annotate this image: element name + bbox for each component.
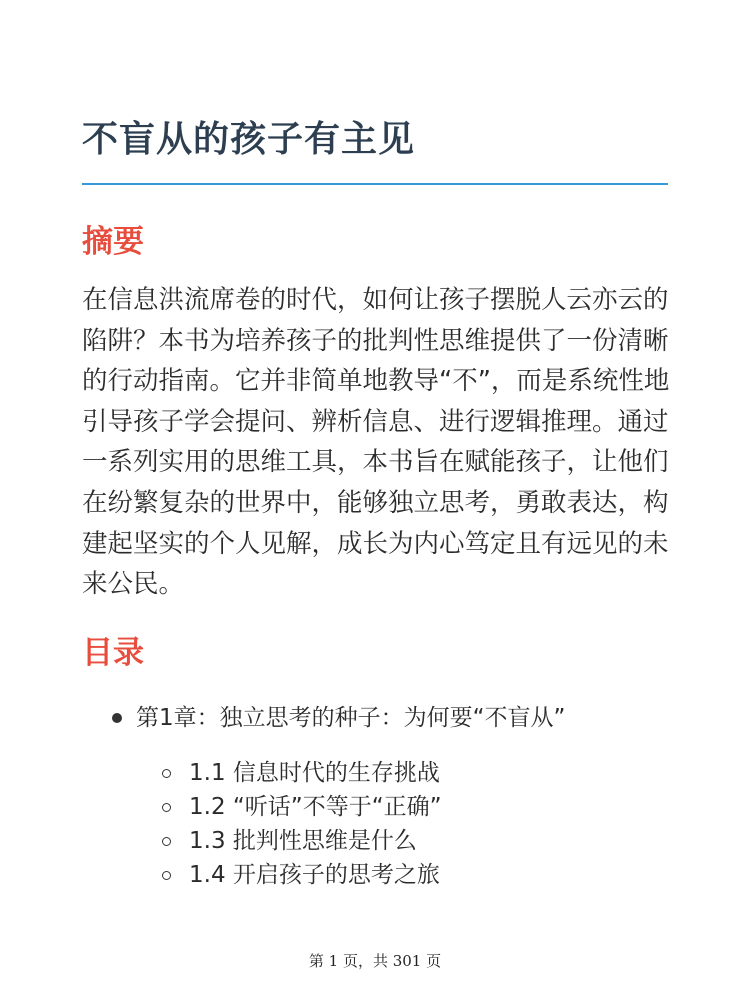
toc-section-item [162,791,442,825]
bullet-circle-icon [162,803,171,812]
abstract-heading: 摘要 [82,224,144,260]
title-divider [82,183,668,185]
toc-section-label: 1.2 “听话”不等于“正确” [189,794,442,820]
bullet-circle-icon [162,769,171,778]
toc-section-label: 1.3 批判性思维是什么 [189,828,417,854]
toc-section-item [162,757,442,791]
toc-section-list [162,757,442,893]
toc-chapter-label: 第1章：独立思考的种子：为何要“不盲从” [136,705,566,731]
bullet-disc-icon [112,713,122,723]
toc-section-item [162,825,442,859]
toc-section-item [162,859,442,893]
toc-heading: 目录 [82,635,144,671]
page-footer: 第 1 页，共 301 页 [308,952,442,970]
abstract-text: 在信息洪流席卷的时代，如何让孩子摆脱人云亦云的陷阱？本书为培养孩子的批判性思维提供了一份清晰的行动指南。它并非简单地教导“不”，而是系统性地引导孩子学会提问、辨析信息、进行逻辑推理。通过一系列实用的思维工具，本书旨在赋能孩子，让他们在纷繁复杂的世界中，能够独立思考，勇敢表达，构建起坚实的个人见解，成长为内心笃定且有远见的未来公民。 [82,285,670,600]
toc-section-label: 1.4 开启孩子的思考之旅 [189,862,440,888]
document-title: 不盲从的孩子有主见 [82,119,416,160]
bullet-circle-icon [162,837,171,846]
toc-section-label: 1.1 信息时代的生存挑战 [189,760,440,786]
toc-chapter-list [112,702,565,734]
toc-chapter-item [112,702,565,734]
bullet-circle-icon [162,871,171,880]
